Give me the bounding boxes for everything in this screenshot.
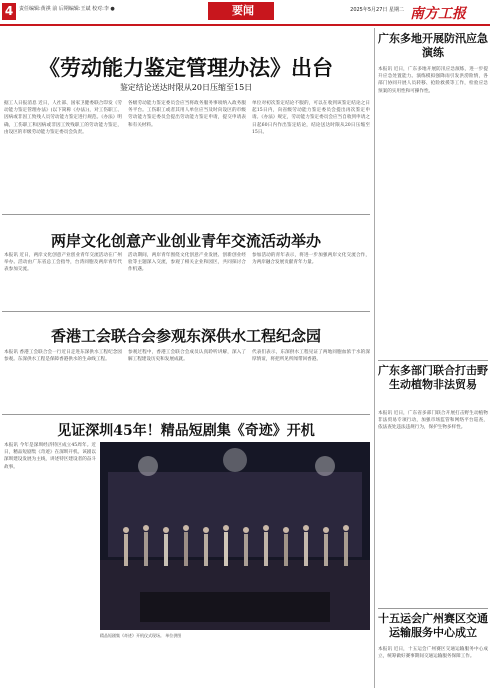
editor-meta: 责任编辑:黄祺 前 后期编辑:王斌 校对:李 ● xyxy=(19,6,115,12)
issue-date: 2025年5月27日 星期二 xyxy=(350,7,404,13)
article2-col3: 参加活动的青年表示，将进一步加强两岸文化交流合作，为两岸融合发展贡献青年力量。 xyxy=(252,253,370,266)
stage-scene xyxy=(100,442,370,630)
divider xyxy=(2,311,370,312)
newspaper-logo: 南方工报 xyxy=(410,6,466,22)
article4-body: 本报讯 今年是深圳经济特区成立45周年。近日，精品短剧集《奇迹》在深圳开机。该剧以深圳建设发展为主线，讲述特区建设者的奋斗故事。 xyxy=(4,443,96,470)
article4-body-continued xyxy=(100,645,370,685)
article3-col2: 参观过程中，香港工会联合会成员认真聆听讲解，深入了解工程建设历史和发展成就。 xyxy=(128,350,246,363)
photo-caption: 精品短剧集《奇迹》开机仪式现场。 单位供图 xyxy=(100,633,182,638)
right-article1-title: 广东多地开展防汛应急演练 xyxy=(378,32,488,59)
article3-col1: 本报讯 香港工会联合会一行近日走进东深供水工程纪念园参观。东深供水工程是保障香港供水的生命线工程。 xyxy=(4,350,122,363)
article2-col2: 活动期间，两岸青年围绕文化创意产业发展、创新创业经验等主题深入交流，参观了相关企业和园区，共同探讨合作机遇。 xyxy=(128,253,246,273)
section-title: 要闻 xyxy=(232,4,254,17)
right-article1-body: 本报讯 近日，广东多地开展防汛应急演练，进一步提升应急处置能力。演练模拟强降雨引发洪涝险情，各部门协同开展人员转移、抢险救援等工作，检验应急预案的实用性和可操作性。 xyxy=(378,67,488,94)
article2-col1: 本报讯 近日，两岸文化创意产业创业青年交流活动在广州举办。活动由广东省总工会指导，台湾同胞及两岸青年代表参加交流。 xyxy=(4,253,122,273)
article1-col2: 各级劳动能力鉴定委员会应当将政务服务事项纳入政务服务平台。工伤职工或者其用人单位应当及时向设区的市级劳动能力鉴定委员会提出劳动能力鉴定申请，提交申请表和有关材料。 xyxy=(128,101,246,128)
divider xyxy=(378,360,488,361)
article3-title: 香港工会联合会参观东深供水工程纪念园 xyxy=(50,327,321,345)
article1-subtitle: 鉴定结论送达时限从20日压缩至15日 xyxy=(119,83,253,92)
article1-col3: 单位对初次鉴定结论不服的，可以在收到该鉴定结论之日起15日内，向省级劳动能力鉴定委员会提出再次鉴定申请。《办法》规定，劳动能力鉴定委员会应当自收到申请之日起60日内作出鉴定结论，结论送达时限从20日压缩至15日。 xyxy=(252,101,370,135)
page-header xyxy=(0,0,490,24)
article2-title: 两岸文化创意产业创业青年交流活动举办 xyxy=(50,232,321,250)
article4-photo xyxy=(100,442,370,630)
right-article2-title: 广东多部门联合打击野生动植物非法贸易 xyxy=(378,364,488,391)
page-number: 4 xyxy=(2,3,16,20)
right-article2-body: 本报讯 近日，广东省多部门联合开展打击野生动植物非法贸易专项行动，加强市场监管和网络平台巡查，依法查处违法违规行为，保护生物多样性。 xyxy=(378,411,488,431)
article4-title: 见证深圳45年！精品短剧集《奇迹》开机 xyxy=(57,423,315,439)
divider xyxy=(2,214,370,215)
article3-col3: 代表们表示，东深供水工程见证了两地同胞血浓于水的深厚情谊，将把所见所闻带回香港。 xyxy=(252,350,370,363)
divider xyxy=(2,414,370,415)
column-divider xyxy=(374,28,375,688)
right-article3-body: 本报讯 近日，十五运会广州赛区交通运输服务中心成立，统筹做好赛事期间交通运输服务保障工作。 xyxy=(378,647,488,660)
divider xyxy=(378,608,488,609)
right-article3-title: 十五运会广州赛区交通运输服务中心成立 xyxy=(378,612,488,639)
article1-title: 《劳动能力鉴定管理办法》出台 xyxy=(39,55,333,80)
header-rule xyxy=(0,24,490,26)
article1-col1: 据工人日报消息 近日，人社部、国家卫健委联合印发《劳动能力鉴定管理办法》(以下简称《办法》)，对工伤职工、因病或非因工致残人员劳动能力鉴定进行规范。《办法》明确，工伤职工和因病或非因工致残职工的劳动能力鉴定，由设区的市级劳动能力鉴定委员会负责。 xyxy=(4,101,122,135)
